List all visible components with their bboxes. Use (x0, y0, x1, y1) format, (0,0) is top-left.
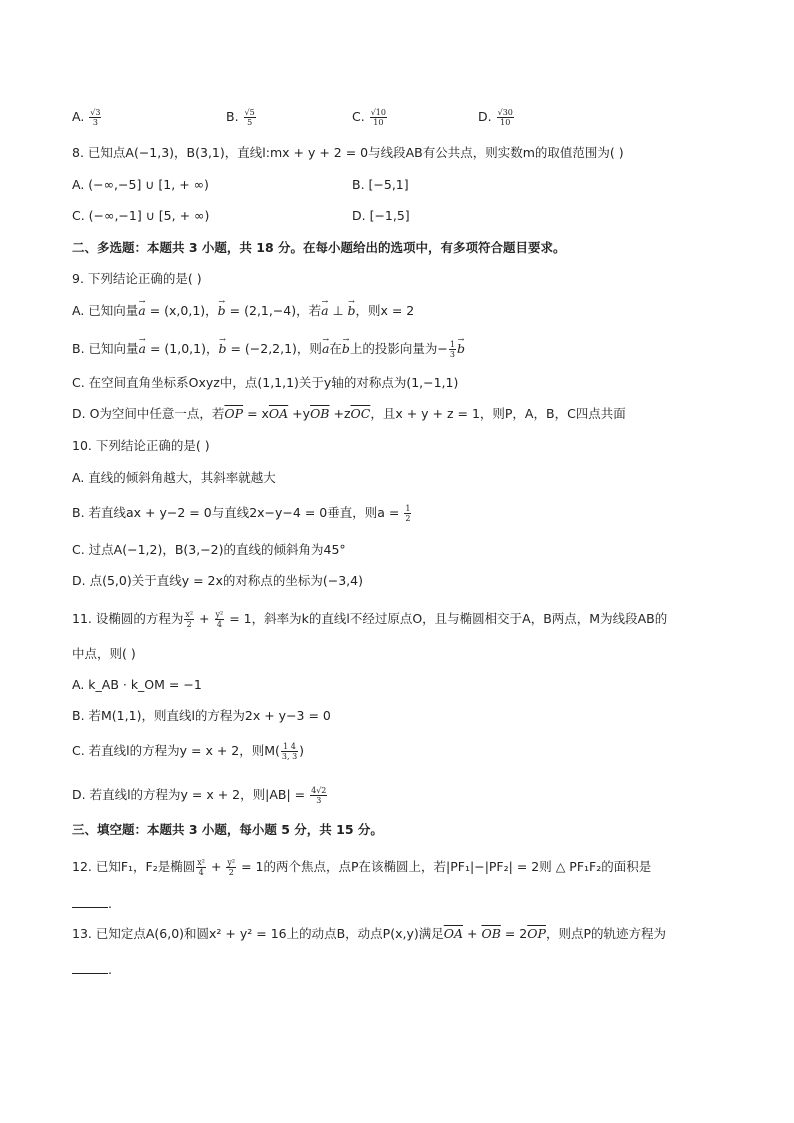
q7-option-a: A. $\frac{√3}{3}$ (72, 108, 101, 127)
vector-b: → b (218, 303, 226, 319)
q9-option-b: B. 已知向量→ a = (1,0,1)，→ b = (−2,2,1)，则→ a在→ b上的投影向量为− $\frac{1}{3}$ → b (72, 340, 465, 359)
q12-answer-blank: . (72, 896, 112, 912)
q8-option-d: D. [−1,5] (352, 208, 410, 223)
section-heading-multiple-choice: 二、多选题：本题共 3 小题，共 18 分。在每小题给出的选项中，有多项符合题目要求。 (72, 240, 566, 255)
fraction: $\frac{√10}{10}$ (370, 108, 386, 127)
q9-stem: 9. 下列结论正确的是( ) (72, 271, 202, 286)
q11-stem-line2: 中点，则( ) (72, 646, 136, 661)
q9-option-d: D. O为空间中任意一点，若$\overline{OP} = x\overline{OA} +y\overline{OB} +z\overline{OC}$，且x + y + z = 1，则P，A，B，C四点共面 (72, 406, 626, 421)
q7-option-b: B. $\frac{√5}{5}$ (226, 108, 255, 127)
section-heading-fill-in: 三、填空题：本题共 3 小题，每小题 5 分，共 15 分。 (72, 822, 383, 837)
q8-option-b: B. [−5,1] (352, 177, 409, 192)
fraction: $\frac{1 4}{3, 3}$ (281, 742, 298, 761)
q11-option-b: B. 若M(1,1)，则直线l的方程为2x + y−3 = 0 (72, 708, 331, 723)
vector-b: → b (342, 341, 350, 357)
vector-ob: $\overline{OB}$ (310, 406, 330, 421)
q11-stem: 11. 设椭圆的方程为 $\frac{\text{x²}}{2}$ + $\frac{\text{y²}}{4}$ = 1，斜率为k的直线l不经过原点O，且与椭圆相交于A，B两点，M为线段AB的 (72, 610, 668, 629)
q11-option-c: C. 若直线l的方程为y = x + 2，则M( $\frac{1 4}{3, 3}$ ) (72, 742, 305, 761)
vector-a: → a (139, 341, 146, 357)
q10-option-a: A. 直线的倾斜角越大，其斜率就越大 (72, 470, 276, 485)
vector-op: $\overline{OP}$ (527, 926, 546, 941)
fraction: $\frac{\text{x²}}{4}$ (197, 858, 205, 877)
vector-oa: $\overline{OA}$ (268, 406, 289, 421)
q12-stem: 12. 已知F₁，F₂是椭圆 $\frac{\text{x²}}{4}$ + $\frac{\text{y²}}{2}$ = 1的两个焦点，点P在该椭圆上，若|PF₁|−|PF₂| = 2则 △ PF₁F₂的面积是 (72, 858, 652, 877)
vector-a: → a (138, 303, 145, 319)
vector-oc: $\overline{OC}$ (350, 406, 371, 421)
q8-option-a: A. (−∞,−5] ∪ [1, + ∞) (72, 177, 209, 192)
fraction: $\frac{\text{x²}}{2}$ (185, 610, 194, 629)
fraction: $\frac{√3}{3}$ (90, 108, 101, 127)
q11-option-a: A. k_AB · k_OM = −1 (72, 677, 202, 692)
fraction: $\frac{1}{2}$ (405, 504, 411, 523)
vector-b: → b (457, 341, 465, 357)
fraction: $\frac{\text{y²}}{4}$ (215, 610, 224, 629)
fraction: $\frac{√30}{10}$ (497, 108, 513, 127)
q8-option-c: C. (−∞,−1] ∪ [5, + ∞) (72, 208, 210, 223)
q9-option-c: C. 在空间直角坐标系Oxyz中，点(1,1,1)关于y轴的对称点为(1,−1,1) (72, 375, 459, 390)
vector-a: → a (321, 303, 328, 319)
fraction: $\frac{4√2}{3}$ (311, 786, 327, 805)
q10-option-b: B. 若直线ax + y−2 = 0与直线2x−y−4 = 0垂直，则a = $\frac{1}{2}$ (72, 504, 411, 523)
vector-ob: $\overline{OB}$ (481, 926, 501, 941)
vector-oa: $\overline{OA}$ (443, 926, 464, 941)
vector-op: $\overline{OP}$ (224, 406, 244, 421)
vector-b: → b (347, 303, 355, 319)
fraction: $\frac{1}{3}$ (449, 340, 455, 359)
q10-option-d: D. 点(5,0)关于直线y = 2x的对称点的坐标为(−3,4) (72, 573, 363, 588)
q7-option-c: C. $\frac{√10}{10}$ (352, 108, 386, 127)
q13-answer-blank: . (72, 962, 112, 978)
q10-option-c: C. 过点A(−1,2)，B(3,−2)的直线的倾斜角为45° (72, 542, 346, 557)
q7-option-d: D. $\frac{√30}{10}$ (478, 108, 513, 127)
q8-stem: 8. 已知点A(−1,3)，B(3,1)，直线l:mx + y + 2 = 0与线段AB有公共点，则实数m的取值范围为( ) (72, 145, 624, 160)
q11-option-d: D. 若直线l的方程为y = x + 2，则|AB| = $\frac{4√2}{3}$ (72, 786, 327, 805)
q10-stem: 10. 下列结论正确的是( ) (72, 438, 210, 453)
q9-option-a: A. 已知向量→ a = (x,0,1)，→ b = (2,1,−4)，若→ a ⊥ → b，则x = 2 (72, 303, 414, 319)
vector-a: → a (322, 341, 329, 357)
fraction: $\frac{√5}{5}$ (244, 108, 255, 127)
fraction: $\frac{\text{y²}}{2}$ (227, 858, 236, 877)
vector-b: → b (218, 341, 226, 357)
q13-stem: 13. 已知定点A(6,0)和圆x² + y² = 16上的动点B，动点P(x,y)满足$\overline{OA} + \overline{OB} = 2\overline{OP}$，则点P的轨迹方程为 (72, 926, 666, 941)
